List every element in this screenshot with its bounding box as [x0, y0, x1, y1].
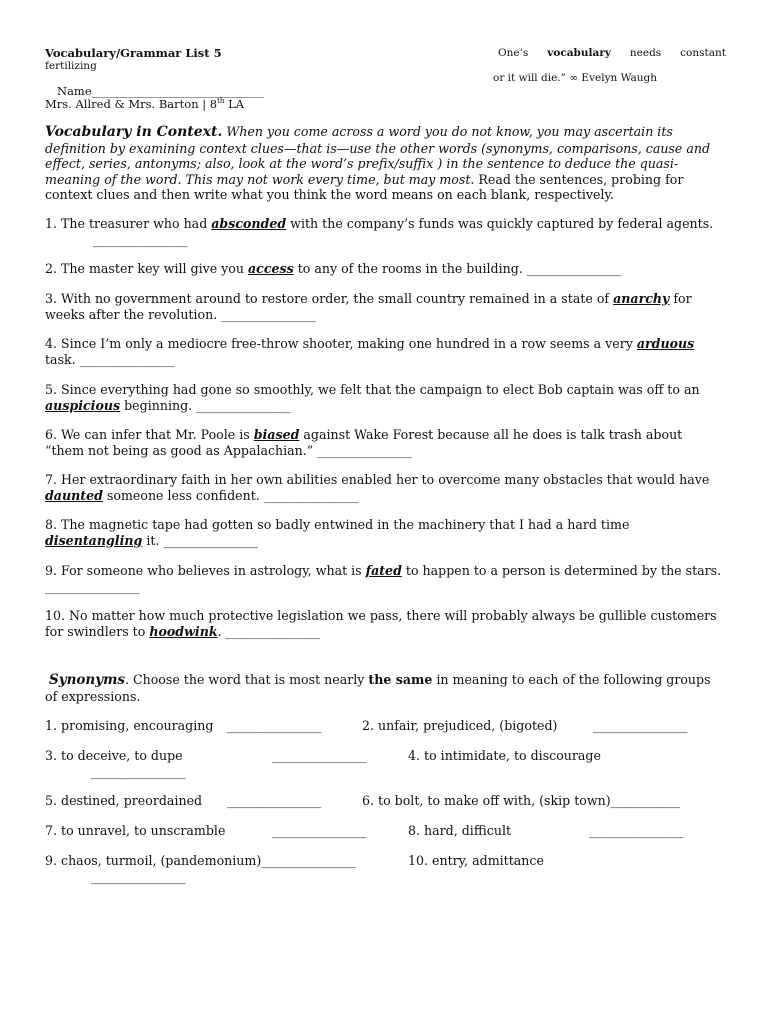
synonym-item-3 [45, 748, 183, 764]
item-text: it. [142, 532, 164, 548]
vocab-item-6 [45, 427, 725, 458]
synonym-item-8 [408, 823, 511, 839]
teachers-sup: th [217, 97, 225, 106]
item-text: against Wake Forest because all he does is talk trash about “them not being as good as Appalachian.” [45, 427, 683, 458]
answer-blank[interactable]: _______________ [91, 764, 186, 779]
answer-blank[interactable]: _______________ [45, 578, 140, 594]
answer-blank[interactable]: _______________ [225, 623, 321, 639]
answer-blank[interactable]: _______________ [196, 397, 291, 413]
answer-blank[interactable]: _______________ [263, 487, 359, 503]
instructions-plain: Read the sentences, probing for context clues and then write what you think the word means on each blank, respectively. [45, 171, 684, 202]
synonym-text: 7. to unravel, to unscramble [45, 823, 226, 838]
answer-blank[interactable]: _______________ [227, 718, 322, 733]
vocab-word: hoodwink [149, 623, 218, 639]
vocab-item-8 [45, 517, 725, 548]
vocab-item-4 [45, 336, 725, 367]
answer-blank[interactable]: _______________ [227, 793, 322, 808]
answer-blank[interactable]: _______________ [589, 823, 684, 838]
synonyms-instructions [45, 672, 725, 704]
item-text: to happen to a person is determined by the stars. [401, 563, 722, 578]
item-text: to any of the rooms in the building. [293, 261, 527, 276]
answer-blank[interactable]: _______________ [272, 823, 367, 838]
synonym-item-1 [45, 718, 213, 734]
synonym-item-5 [45, 793, 202, 809]
vocab-word: disentangling [45, 532, 143, 548]
vocab-word: arduous [636, 336, 695, 351]
answer-blank[interactable]: _______________ [261, 853, 356, 868]
item-text: 2. The master key will give you [45, 261, 248, 276]
item-text: someone less confident. [102, 487, 264, 503]
name-field[interactable] [57, 84, 264, 98]
item-text: beginning. [120, 397, 197, 413]
answer-blank[interactable]: _______________ [593, 718, 688, 733]
answer-blank[interactable]: ___________ [610, 793, 680, 808]
worksheet-title: Vocabulary/Grammar List 5 [45, 46, 222, 60]
instructions-italic: When you come across a word you do not know, you may ascertain its definition by examining context clues—that is—use the other words (synonyms, comparisons, cause and effect, series, antonyms; also, look at the word’s prefix/suffix ) in the sentence to deduce the quasi-meaning of the word. This may not work every time, but may most. [45, 124, 711, 187]
vocab-item-3 [45, 291, 725, 322]
answer-blank[interactable]: _______________ [91, 869, 186, 884]
quote-word: needs [629, 47, 662, 59]
synonym-item-10 [408, 853, 544, 869]
vocab-context-instructions [45, 124, 725, 203]
teachers-text: Mrs. Allred & Mrs. Barton | 8 [45, 97, 218, 111]
item-text: 8. The magnetic tape had gotten so badly entwined in the machinery that I had a hard time [45, 517, 630, 532]
vocab-item-1 [45, 216, 725, 232]
item-text: 4. Since I’m only a mediocre free-throw shooter, making one hundred in a row seems a very [45, 336, 637, 351]
synonym-item-7 [45, 823, 225, 839]
vocab-item-7 [45, 472, 725, 503]
vocab-word: daunted [45, 487, 103, 503]
synonym-text: 4. to intimidate, to discourage [408, 748, 601, 763]
answer-blank[interactable]: _______________ [272, 748, 367, 763]
quote-word: constant [680, 47, 726, 59]
vocab-word: biased [253, 427, 300, 442]
teachers-line [45, 97, 244, 111]
vocab-context-heading: Vocabulary in Context. [45, 124, 223, 140]
synonym-text: 5. destined, preordained [45, 793, 203, 808]
answer-blank[interactable]: _______________ [163, 532, 258, 548]
item-text: 7. Her extraordinary faith in her own abilities enabled her to overcome many obstacles that would have [45, 472, 710, 487]
synonym-text: 3. to deceive, to dupe [45, 748, 183, 763]
item-text: 5. Since everything had gone so smoothly, we felt that the campaign to elect Bob captain was off to an [45, 382, 700, 397]
item-text: 3. With no government around to restore order, the small country remained in a state of [45, 291, 614, 306]
vocab-word: anarchy [613, 291, 670, 306]
item-text: . [217, 623, 226, 639]
vocab-word: access [247, 261, 294, 276]
quote-fertilizing: fertilizing [45, 60, 97, 72]
item-text: 9. For someone who believes in astrology, what is [45, 563, 366, 578]
quote-word: One’s [498, 47, 529, 59]
synonym-text: 8. hard, difficult [408, 823, 512, 838]
synonym-item-6 [362, 793, 680, 809]
answer-blank[interactable]: _______________ [317, 442, 412, 458]
answer-blank[interactable]: _______________ [526, 261, 622, 276]
synonym-item-4 [408, 748, 601, 764]
answer-blank[interactable]: _______________ [79, 351, 175, 367]
synonym-item-2 [362, 718, 557, 734]
vocab-word: auspicious [45, 397, 121, 413]
vocab-word: fated [365, 563, 402, 578]
vocab-word: absconded [211, 216, 287, 231]
synonym-text: 2. unfair, prejudiced, (bigoted) [362, 718, 558, 733]
answer-blank[interactable]: _______________ [221, 306, 316, 322]
synonym-text: 10. entry, admittance [408, 853, 544, 868]
synonym-text: 6. to bolt, to make off with, (skip town) [362, 793, 611, 808]
quote-line-1 [498, 47, 726, 59]
instr-bold: the same [368, 672, 433, 687]
item-text: 6. We can infer that Mr. Poole is [45, 427, 254, 442]
synonym-item-9 [45, 853, 356, 869]
item-text: task. [45, 351, 80, 367]
name-label: Name [57, 84, 92, 98]
name-line: ______________________________ [91, 84, 265, 98]
vocab-item-2 [45, 261, 725, 277]
synonyms-heading: Synonyms [49, 672, 125, 688]
vocab-item-9 [45, 563, 725, 594]
instr-text: . Choose the word that is most nearly [124, 672, 369, 687]
instr-text: in meaning to each of the following groups of expressions. [45, 672, 711, 704]
quote-word-bold: vocabulary [547, 47, 611, 59]
item-text: 1. The treasurer who had [45, 216, 212, 231]
vocab-item-5 [45, 382, 725, 413]
item-text: with the company’s funds was quickly captured by federal agents. [286, 216, 714, 231]
synonym-text: 1. promising, encouraging [45, 718, 214, 733]
synonym-text: 9. chaos, turmoil, (pandemonium) [45, 853, 262, 868]
teachers-tail: LA [224, 97, 245, 111]
item-text: for weeks after the revolution. [45, 291, 692, 322]
item-text: 10. No matter how much protective legislation we pass, there will probably always be gullible customers for swindlers to [45, 608, 717, 639]
answer-blank[interactable]: _______________ [93, 232, 188, 247]
vocab-item-10 [45, 608, 725, 639]
quote-line-2: or it will die.” ∞ Evelyn Waugh [493, 72, 658, 84]
